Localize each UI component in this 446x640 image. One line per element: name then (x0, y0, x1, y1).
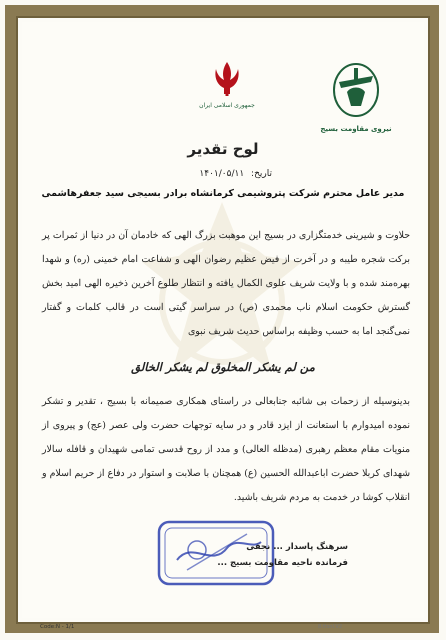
date-label: تاریخ: (251, 169, 272, 179)
iran-emblem-icon (210, 60, 244, 100)
recipient-line: مدیر عامل محترم شرکت پتروشیمی کرمانشاه برادر بسیجی سید جعفرهاشمی (41, 188, 405, 199)
signatory-role: فرمانده ناحیه مقاومت بسیج ... (217, 558, 348, 568)
footer-note: 8.ttsnl.V2 (318, 624, 343, 630)
certificate-paper (22, 22, 424, 618)
body-paragraph-2: بدینوسیله از زحمات بی شائبه جنابعالی در راستای همکاری صمیمانه با بسیج ، تقدیر و تشکر نموده امیدوارم با استعانت از ایزد قادر و در سایه توجهات حضرت ولی عصر (عج) و پیروی از منویات مقام معظم رهبری (مدظله العالی) و مدد از روح قدسی تمامی شهیدان و قافله سالار شهدای کربلا حضرت اباعبدالله الحسین (ع) همچنان با صلابت و استوار در دفاع از حریم اسلام و انقلاب کوشا در خدمت به مردم شریف باشید. (42, 396, 410, 503)
document-code: Code:N - 1/1 (40, 624, 75, 630)
date-value: ۱۴۰۱/۰۵/۱۱ (199, 169, 245, 179)
signature-block (217, 542, 348, 568)
date-row (142, 169, 272, 179)
certificate-title: لوح تقدیر (187, 140, 259, 158)
body-paragraph-1: حلاوت و شیرینی خدمتگزاری در بسیج این موهبت بزرگ الهی که خادمان آن در دنیا از ثمرات پر برکت شجره طیبه و در آخرت از فیض عظیم رضوان الهی و شفاعت امام خمینی (ره) و شهدا بهره‌مند شده و با ولایت شریف علوی الکمال یافته و انتظار طلوع آخرین ذخیره الهی امید بخش گسترش حکومت اسلام ناب محمدی (ص) در سراسر گیتی است در قالب کلمات و گفتار نمی‌گنجد اما به حسب وظیفه براساس حدیث شریف نبوی (42, 230, 410, 337)
basij-emblem-icon (331, 62, 381, 118)
hadith-slogan: من لم یشکر المخلوق لم یشکر الخالق (131, 360, 315, 374)
iran-emblem-label: جمهوری اسلامی ایران (199, 102, 255, 109)
basij-emblem-label: نیروی مقاومت بسیج (320, 125, 392, 133)
signatory-name: سرهنگ پاسدار ... نجفی (246, 542, 348, 552)
